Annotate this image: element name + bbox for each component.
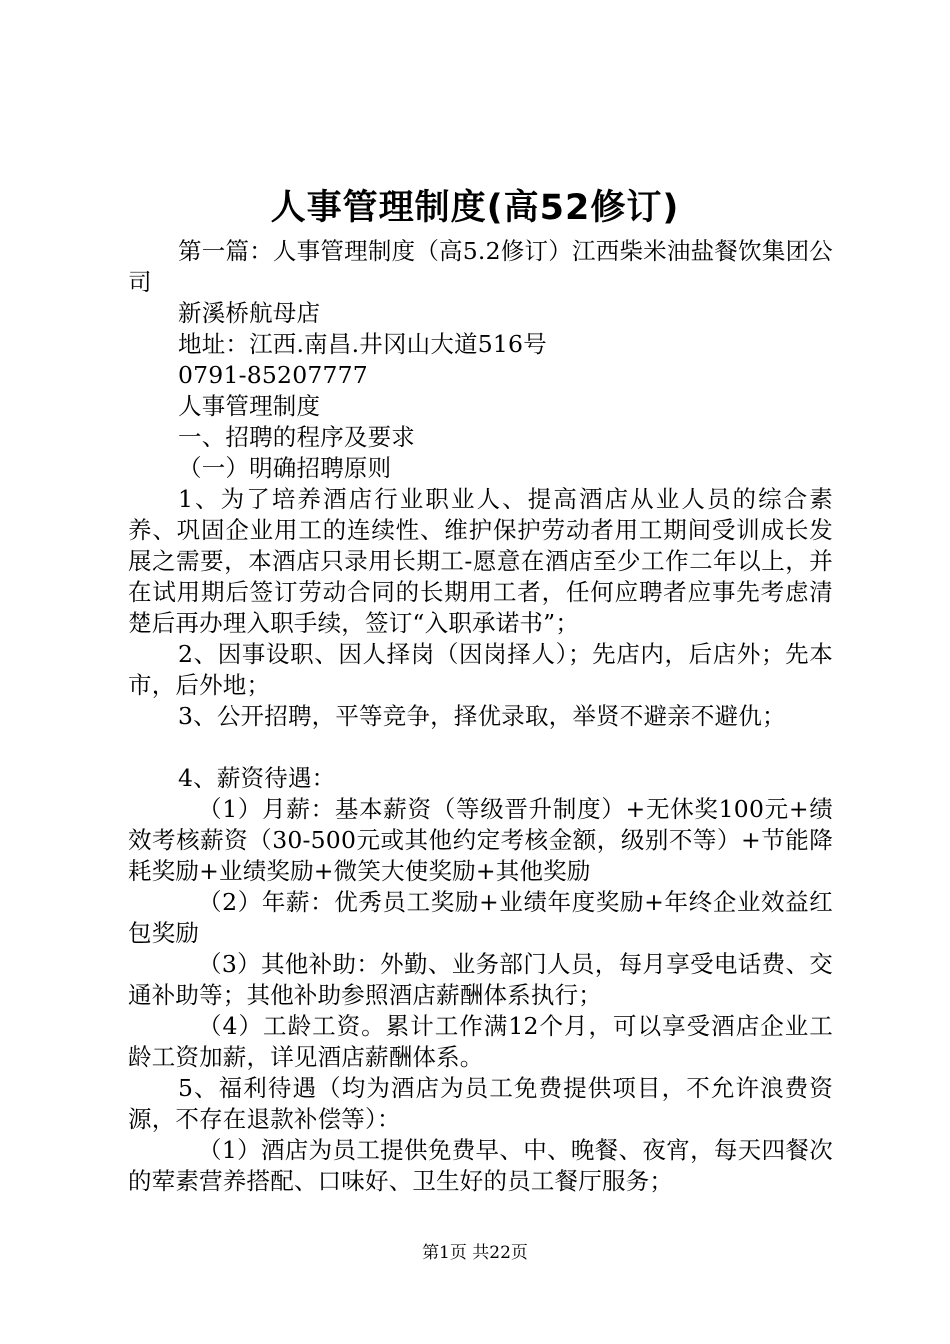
paragraph: 新溪桥航母店 xyxy=(178,299,321,327)
paragraph: 2、因事设职、因人择岗（因岗择人）；先店内，后店外；先本市，后外地； xyxy=(128,640,833,699)
paragraph: （1）月薪：基本薪资（等级晋升制度）+无休奖100元+绩效考核薪资（30-500元或其他约定考核金额，级别不等）+节能降耗奖励+业绩奖励+微笑大使奖励+其他奖励 xyxy=(128,795,833,885)
paragraph: 1、为了培养酒店行业职业人、提高酒店从业人员的综合素养、巩固企业用工的连续性、维护保护劳动者用工期间受训成长发展之需要，本酒店只录用长期工-愿意在酒店至少工作二年以上，并在试用期后签订劳动合同的长期用工者，任何应聘者应事先考虑清楚后再办理入职手续，签订“入职承诺书”； xyxy=(128,485,833,637)
paragraph: 地址：江西.南昌.井冈山大道516号 xyxy=(178,330,547,358)
paragraph: 5、福利待遇（均为酒店为员工免费提供项目，不允许浪费资源，不存在退款补偿等）： xyxy=(128,1074,833,1133)
blank-line xyxy=(128,732,833,763)
paragraph: 第一篇：人事管理制度（高5.2修订）江西柴米油盐餐饮集团公司 xyxy=(128,237,833,296)
paragraph: 4、薪资待遇： xyxy=(178,764,336,792)
paragraph: 一、招聘的程序及要求 xyxy=(178,423,415,451)
document-title: 人事管理制度(高52修订) xyxy=(270,188,680,228)
paragraph: （1）酒店为员工提供免费早、中、晚餐、夜宵，每天四餐次的荤素营养搭配、口味好、卫生好的员工餐厅服务； xyxy=(128,1136,833,1195)
page-footer: 第1页 共22页 xyxy=(422,1243,528,1263)
paragraph: （3）其他补助：外勤、业务部门人员，每月享受电话费、交通补助等；其他补助参照酒店薪酬体系执行； xyxy=(128,950,833,1009)
document-body xyxy=(128,236,833,1197)
paragraph: （一）明确招聘原则 xyxy=(178,454,392,482)
paragraph: （2）年薪：优秀员工奖励+业绩年度奖励+年终企业效益红包奖励 xyxy=(128,888,833,947)
paragraph: 0791-85207777 xyxy=(178,361,368,389)
paragraph: （4）工龄工资。累计工作满12个月，可以享受酒店企业工龄工资加薪，详见酒店薪酬体系。 xyxy=(128,1012,833,1071)
paragraph: 人事管理制度 xyxy=(178,392,321,420)
paragraph: 3、公开招聘，平等竞争，择优录取，举贤不避亲不避仇； xyxy=(178,702,786,730)
